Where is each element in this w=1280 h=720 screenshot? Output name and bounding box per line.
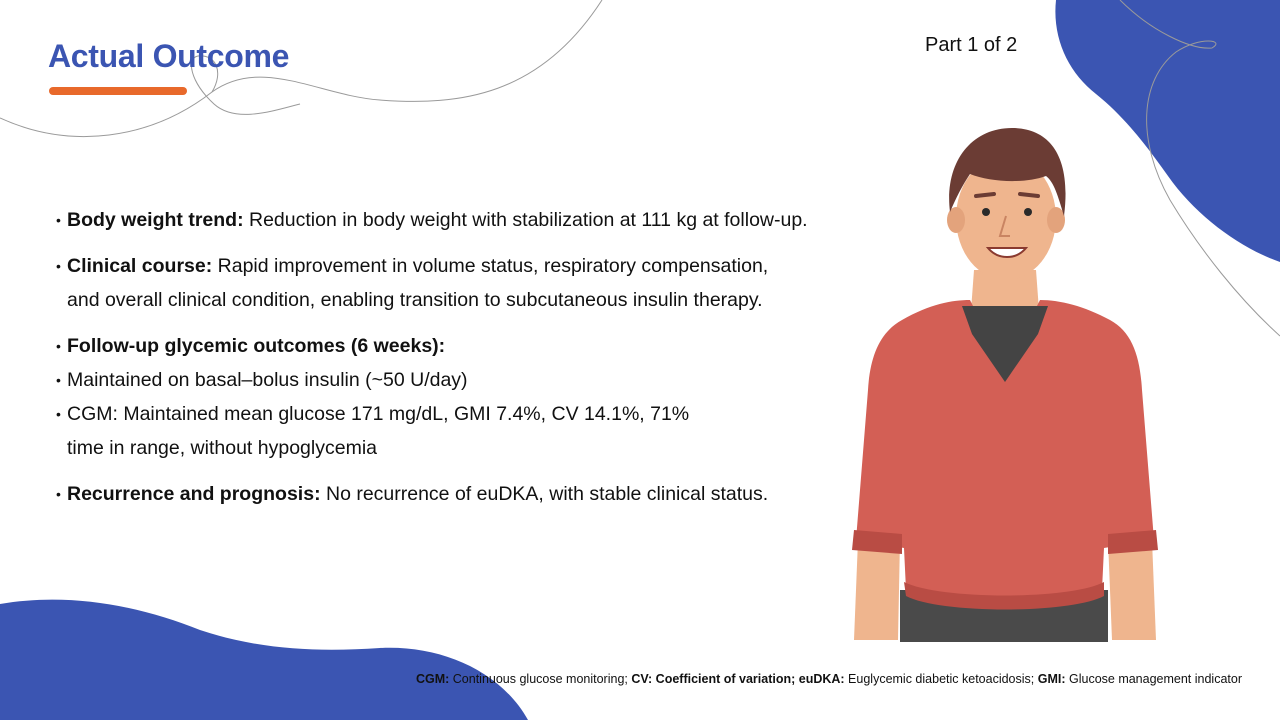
bottom-left-blue-shape: [0, 600, 528, 720]
item-label: Follow-up glycemic outcomes (6 weeks):: [67, 335, 446, 357]
list-item-insulin: [56, 363, 876, 397]
right-eye: [1024, 208, 1032, 216]
right-cuff: [1108, 530, 1158, 554]
right-ear: [1047, 207, 1065, 233]
left-eye: [982, 208, 990, 216]
right-forearm: [1108, 540, 1156, 640]
left-eyebrow: [976, 194, 994, 196]
abbreviations-footnote: [0, 672, 1242, 686]
list-item-glycemic-outcomes: [56, 329, 876, 363]
item-text: Rapid improvement in volume status, respiratory compensation,: [212, 255, 769, 277]
footnote-definition: Glucose management indicator: [1065, 672, 1242, 686]
item-text: CGM: Maintained mean glucose 171 mg/dL, GMI 7.4%, CV 14.1%, 71%: [67, 403, 690, 425]
footnote-term: euDKA:: [795, 672, 845, 686]
person-illustration: [840, 120, 1170, 642]
page-title: Actual Outcome: [48, 38, 290, 74]
footnote-term: CGM:: [415, 672, 450, 686]
left-cuff: [852, 530, 902, 554]
left-forearm: [854, 540, 900, 640]
footnote-term: GMI:: [1037, 672, 1066, 686]
footnote-term: CV: Coefficient of variation;: [631, 672, 796, 686]
left-ear: [947, 207, 965, 233]
item-text: Reduction in body weight with stabilization at 111 kg at follow-up.: [243, 209, 808, 231]
footnote-definition: Continuous glucose monitoring;: [449, 672, 632, 686]
title-underline: [49, 87, 187, 95]
outcome-list: [56, 203, 876, 511]
item-label: Recurrence and prognosis:: [67, 483, 321, 505]
list-item-recurrence: [56, 477, 876, 511]
list-item-cgm: [56, 397, 876, 465]
item-text: Maintained on basal–bolus insulin (~50 U/day): [67, 369, 468, 391]
item-text-continued: and overall clinical condition, enabling transition to subcutaneous insulin therapy.: [67, 289, 763, 311]
right-eyebrow: [1020, 194, 1038, 196]
item-text: No recurrence of euDKA, with stable clinical status.: [320, 483, 769, 505]
list-item-clinical-course: [56, 249, 876, 317]
item-text-continued: time in range, without hypoglycemia: [67, 437, 377, 459]
part-indicator: Part 1 of 2: [925, 34, 1018, 56]
footnote-definition: Euglycemic diabetic ketoacidosis;: [844, 672, 1038, 686]
item-label: Body weight trend:: [67, 209, 244, 231]
item-label: Clinical course:: [67, 255, 213, 277]
list-item-body-weight: [56, 203, 876, 237]
